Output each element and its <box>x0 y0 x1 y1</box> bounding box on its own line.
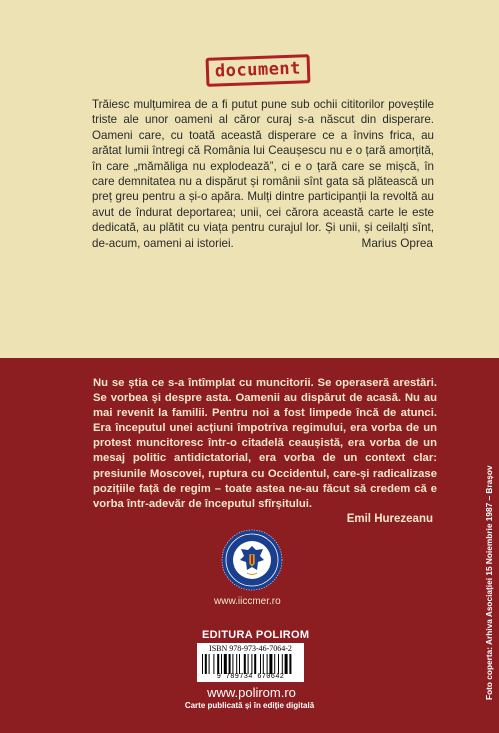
top-quote-text: Trăiesc mulțumirea de a fi putut pune sub ochii cititorilor poveștile triste ale unor oameni al căror curaj s-a născut din disperare. Oameni care, cu toată această disperare ce a învins frica, au arătat lumii întregi că România lui Ceaușescu nu e o țară amorțită, în care „mămăliga nu explodează”, ci e o țară care se mișcă, în care demnitatea nu a dispărut și românii sînt gata să plătească un preț greu pentru a și-o apăra. Mulți dintre participanții la revoltă au avut de îndurat deportarea; unii, cei cărora această carte le este dedicată, au plătit cu viața pentru curajul lor. Și unii, și ceilalți sînt, de-acum, oameni ai istoriei. <box>92 98 434 250</box>
publisher-website[interactable]: www.polirom.ro <box>207 685 296 700</box>
bottom-quote-text: Nu se știa ce s-a întîmplat cu muncitorii. Se operaseră arestări. Se vorbea și despre asta. Oamenii au dispărut de acasă. Nu au mai revenit la familii. Pentru noi a fost limpede încă de atunci. Era începutul unei acțiuni împotriva regimului, era vorba de un protest muncitoresc într-o citadelă ceaușistă, era vorba de un mesaj politic antidictatorial, era vorba de un context clar: presiunile Moscovei, ruptura cu Occidentul, care-și radicalizase pozițiile față de regim – toate astea ne-au făcut să credem că e vorba într-adevăr de începutul sfîrșitului. <box>93 377 437 510</box>
iiccmer-seal-logo <box>221 529 283 591</box>
top-quote <box>92 97 434 251</box>
bottom-quote-author: Emil Hurezeanu <box>346 513 433 525</box>
barcode-digits: 9 789734 670642 <box>216 673 285 681</box>
top-quote-author: Marius Oprea <box>361 236 433 250</box>
document-stamp-logo <box>206 54 311 87</box>
barcode <box>197 643 304 682</box>
publisher-name: EDITURA POLIROM <box>202 629 310 641</box>
barcode-bars <box>202 654 299 674</box>
bottom-quote <box>93 376 437 512</box>
institute-url[interactable]: www.iiccmer.ro <box>214 596 281 607</box>
isbn: ISBN 978-973-46-7064-2 <box>209 644 292 653</box>
stamp-label: document <box>214 58 302 82</box>
digital-edition-note: Carte publicată și în ediție digitală <box>184 701 315 710</box>
photo-credit: Foto coperta: Arhiva Asociației 15 Noiembrie 1987 – Brașov <box>484 465 494 700</box>
